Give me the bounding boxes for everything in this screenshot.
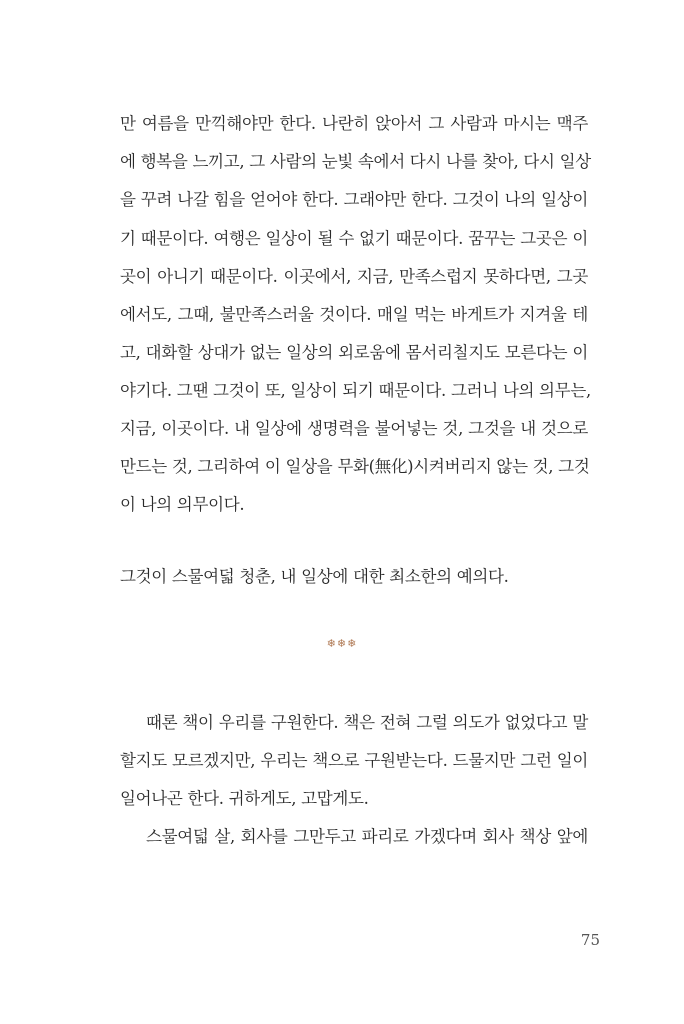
text-line: 일어나곤 한다. 귀하게도, 고맙게도. [120,789,369,808]
text-line: 만드는 것, 그리하여 이 일상을 무화(無化)시켜버리지 않는 것, 그것 [120,457,590,476]
page-number: 75 [580,931,600,949]
text-line: 곳이 아니기 때문이다. 이곳에서, 지금, 만족스럽지 못하다면, 그곳 [120,267,588,286]
text-line: 스물여덟 살, 회사를 그만두고 파리로 가겠다며 회사 책상 앞에 [146,827,588,846]
text-line: 이 나의 의무이다. [120,495,245,514]
text-line: 을 꾸려 나갈 힘을 얻어야 한다. 그래야만 한다. 그것이 나의 일상이 [120,190,588,209]
text-line: 기 때문이다. 여행은 일상이 될 수 없기 때문이다. 꿈꾸는 그곳은 이 [120,229,588,248]
text-line: 만 여름을 만끽해야만 한다. 나란히 앉아서 그 사람과 마시는 맥주 [120,114,588,133]
text-line: 그것이 스물여덟 청춘, 내 일상에 대한 최소한의 예의다. [120,567,509,586]
text-line: 할지도 모르겠지만, 우리는 책으로 구원받는다. 드물지만 그런 일이 [120,751,588,770]
text-line: 고, 대화할 상대가 없는 일상의 외로움에 몸서리칠지도 모른다는 이 [120,343,588,362]
text-line: 때론 책이 우리를 구원한다. 책은 전혀 그럴 의도가 없었다고 말 [146,713,588,732]
text-line: 에서도, 그때, 불만족스러울 것이다. 매일 먹는 바게트가 지겨울 테 [120,305,588,324]
text-line: 에 행복을 느끼고, 그 사람의 눈빛 속에서 다시 나를 찾아, 다시 일상 [120,152,591,171]
section-separator-icon: ❄❄❄ [326,637,358,650]
text-line: 야기다. 그땐 그것이 또, 일상이 되기 때문이다. 그러니 나의 의무는, [120,381,591,400]
text-line: 지금, 이곳이다. 내 일상에 생명력을 불어넣는 것, 그것을 내 것으로 [120,419,588,438]
